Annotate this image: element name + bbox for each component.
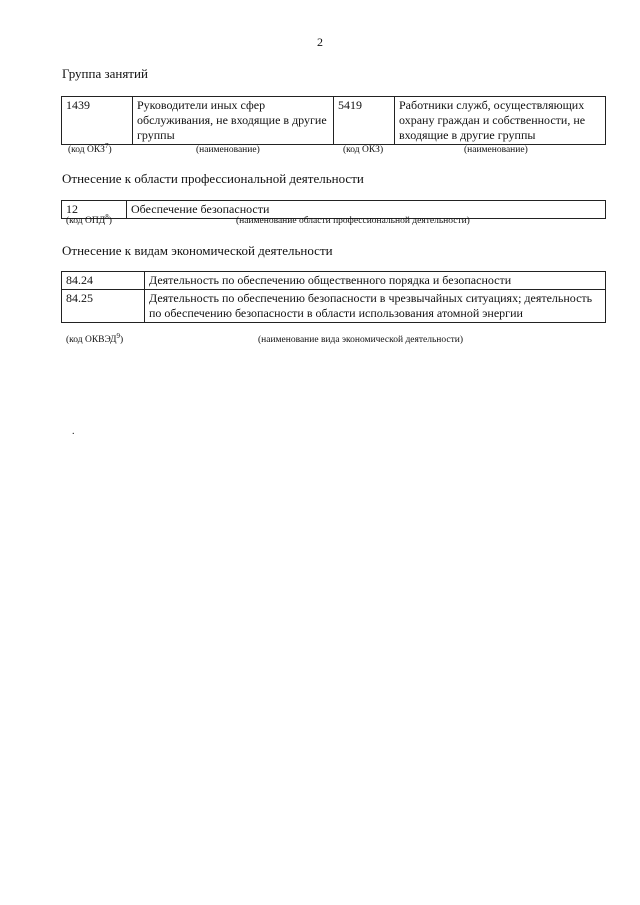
- stray-mark: .: [72, 426, 75, 437]
- occupation-name-cell: Руководители иных сфер обслуживания, не входящие в другие группы: [133, 97, 334, 145]
- occupation-name-cell: Работники служб, осуществляющих охрану граждан и собственности, не входящие в другие группы: [395, 97, 606, 145]
- economic-activity-name-cell: Деятельность по обеспечению безопасности в чрезвычайных ситуациях; деятельность по обеспечению безопасности в области использования атомной энергии: [145, 290, 606, 323]
- okz-code-caption: (код ОКЗ): [343, 145, 384, 155]
- professional-area-heading: Отнесение к области профессиональной деятельности: [62, 171, 364, 186]
- okved-code-cell: 84.25: [62, 290, 145, 323]
- table-row: [62, 97, 606, 145]
- economic-activity-name-cell: Деятельность по обеспечению общественного порядка и безопасности: [145, 272, 606, 290]
- okved-code-cell: 84.24: [62, 272, 145, 290]
- table-row: [62, 290, 606, 323]
- okz-code-caption: (код ОКЗ$^7$): [68, 141, 112, 155]
- opd-code-cell: 12: [62, 201, 127, 219]
- okz-code-cell: 1439: [62, 97, 133, 145]
- name-caption: (наименование): [196, 145, 260, 155]
- occupation-group-table: [61, 96, 606, 145]
- okz-code-cell: 5419: [334, 97, 395, 145]
- table-row: [62, 272, 606, 290]
- economic-activity-heading: Отнесение к видам экономической деятельности: [62, 243, 333, 258]
- economic-activity-caption: (наименование вида экономической деятельности): [258, 335, 463, 345]
- page-number: 2: [317, 35, 323, 49]
- professional-area-name-cell: Обеспечение безопасности: [127, 201, 606, 219]
- name-caption: (наименование): [464, 145, 528, 155]
- okved-code-caption: (код ОКВЭД$^9$): [66, 331, 124, 345]
- professional-area-caption: (наименование области профессиональной деятельности): [236, 216, 470, 226]
- opd-code-caption: (код ОПД$^8$): [66, 212, 112, 226]
- occupation-group-heading: Группа занятий: [62, 66, 148, 81]
- economic-activity-table: [61, 271, 606, 323]
